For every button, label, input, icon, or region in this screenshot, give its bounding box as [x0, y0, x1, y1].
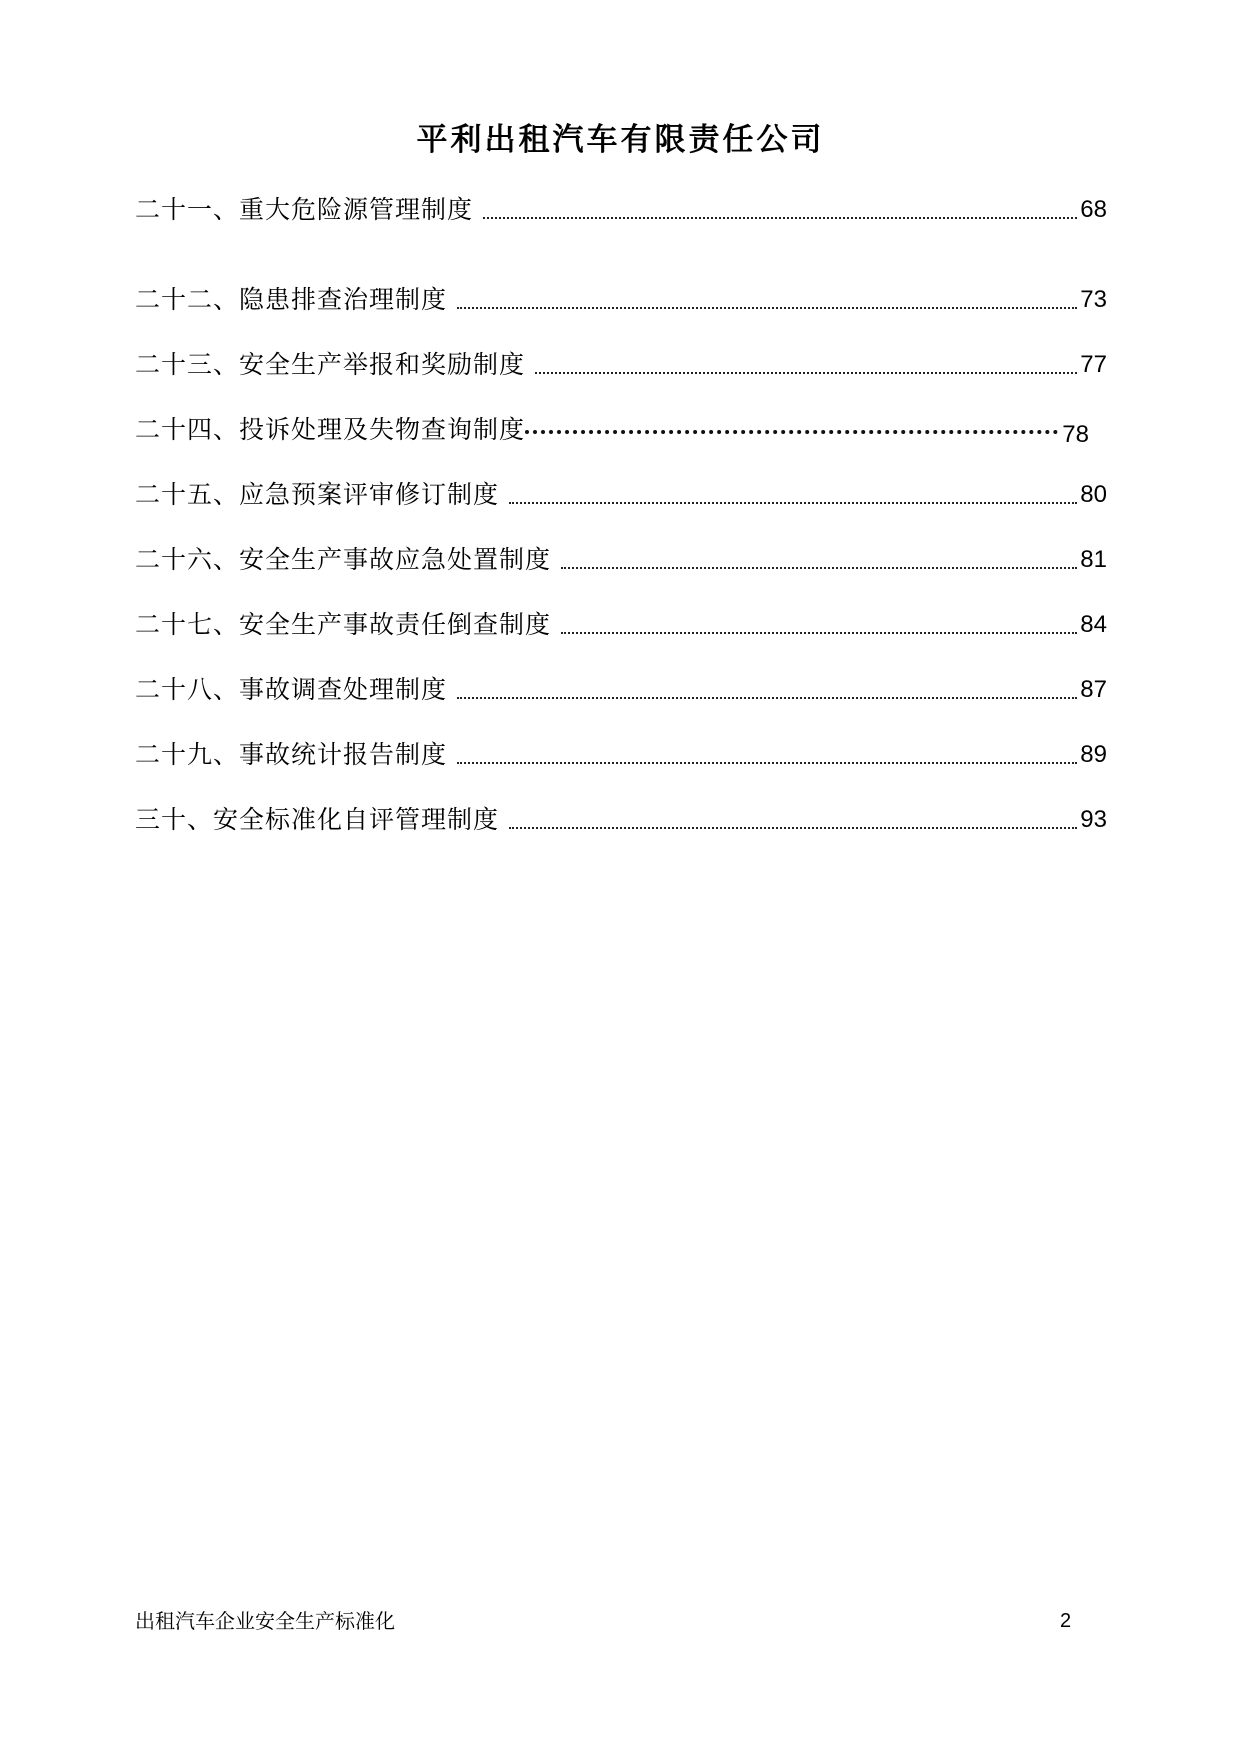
toc-entry-page: 89 — [1080, 741, 1107, 768]
toc-entry-page: 68 — [1080, 196, 1107, 223]
toc-dot-leader — [457, 307, 1077, 309]
toc-entry-page: 84 — [1080, 611, 1107, 638]
toc-entry-title: 二十七、安全生产事故责任倒查制度 — [135, 610, 552, 639]
toc-entry-page: 78 — [1062, 421, 1089, 448]
toc-dot-leader — [483, 217, 1077, 219]
page-title: 平利出租汽车有限责任公司 — [416, 122, 825, 158]
toc-entry-page: 73 — [1080, 286, 1107, 313]
toc-entry[interactable] — [135, 580, 1107, 645]
toc-entry[interactable] — [135, 450, 1107, 515]
footer-text: 出租汽车企业安全生产标准化 — [135, 1609, 395, 1633]
toc-entry-page: 80 — [1080, 481, 1107, 508]
toc-dot-leader — [457, 697, 1077, 699]
toc-entry-title: 二十一、重大危险源管理制度 — [135, 195, 474, 224]
toc-entry-title: 二十四、投诉处理及失物查询制度 — [135, 415, 526, 444]
footer-page-number: 2 — [1060, 1610, 1072, 1632]
toc-entry-title: 二十二、隐患排查治理制度 — [135, 285, 448, 314]
toc-dot-leader — [535, 372, 1077, 374]
toc-entry-title: 二十六、安全生产事故应急处置制度 — [135, 545, 552, 574]
toc-dot-leader — [457, 762, 1077, 764]
toc-entry-title: 三十、安全标准化自评管理制度 — [135, 805, 500, 834]
toc-entry[interactable] — [135, 190, 1107, 230]
toc-dot-leader — [509, 502, 1077, 504]
toc-entry-title: 二十五、应急预案评审修订制度 — [135, 480, 500, 509]
toc-entry-page: 87 — [1080, 676, 1107, 703]
toc-entry-page: 93 — [1080, 806, 1107, 833]
toc-dot-leader — [525, 430, 1058, 434]
toc-entry[interactable] — [135, 320, 1107, 385]
toc-entry[interactable] — [135, 710, 1107, 775]
toc-entry[interactable] — [135, 385, 1107, 450]
table-of-contents — [135, 190, 1107, 840]
toc-entry-title: 二十八、事故调查处理制度 — [135, 675, 448, 704]
toc-entry-page: 77 — [1080, 351, 1107, 378]
toc-entry[interactable] — [135, 775, 1107, 840]
toc-entry-title: 二十三、安全生产举报和奖励制度 — [135, 350, 526, 379]
toc-entry-title: 二十九、事故统计报告制度 — [135, 740, 448, 769]
toc-dot-leader — [509, 827, 1077, 829]
toc-entry[interactable] — [135, 255, 1107, 320]
toc-entry-page: 81 — [1080, 546, 1107, 573]
toc-dot-leader — [561, 632, 1077, 634]
toc-entry[interactable] — [135, 645, 1107, 710]
toc-dot-leader — [561, 567, 1077, 569]
toc-entry[interactable] — [135, 515, 1107, 580]
